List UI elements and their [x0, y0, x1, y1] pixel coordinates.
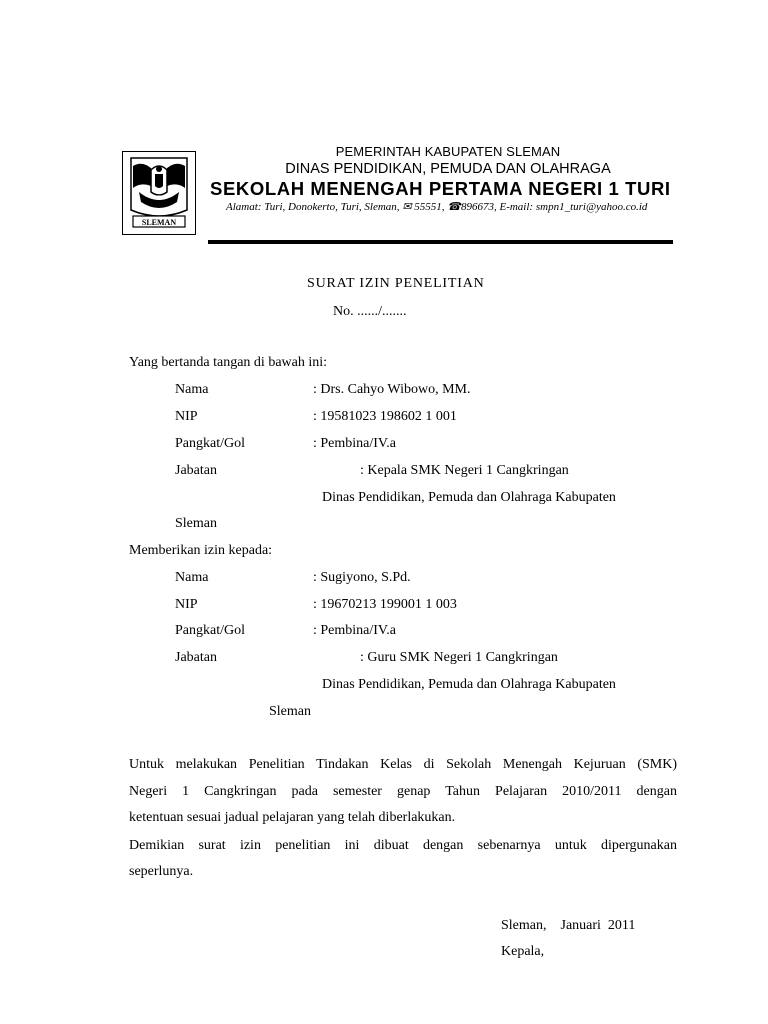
grantee-name-value: : Sugiyono, S.Pd. — [313, 570, 411, 585]
postal-code: 55551, — [414, 201, 445, 213]
body-paragraph-2-line-2: seperlunya. — [129, 864, 194, 879]
grantor-nip-value: : 19581023 198602 1 001 — [313, 409, 457, 424]
grantor-name-label: Nama — [175, 382, 209, 397]
body-paragraph-1-line-1: Untuk melakukan Penelitian Tindakan Kelas di Sekolah Menengah Kejuruan (SMK) — [129, 757, 677, 772]
grantee-position-label: Jabatan — [175, 650, 217, 665]
address-label: Alamat: Turi, Donokerto, Turi, Sleman, — [226, 201, 400, 213]
header-school-name: SEKOLAH MENENGAH PERTAMA NEGERI 1 TURI — [210, 178, 671, 199]
grantee-position-value: : Guru SMK Negeri 1 Cangkringan — [360, 650, 558, 665]
grantor-position-label: Jabatan — [175, 463, 217, 478]
header-government: PEMERINTAH KABUPATEN SLEMAN — [335, 144, 561, 159]
signature-place-date: Sleman, Januari 2011 — [501, 918, 636, 933]
grantor-position-cont: Dinas Pendidikan, Pemuda dan Olahraga Kabupaten — [322, 490, 616, 505]
grantor-position-value: : Kepala SMK Negeri 1 Cangkringan — [360, 463, 569, 478]
letter-title: SURAT IZIN PENELITIAN — [307, 276, 485, 291]
email-label: E-mail: — [499, 201, 534, 213]
email-address: smpn1_turi@yahoo.co.id — [535, 201, 648, 213]
header-address — [226, 200, 647, 213]
header-department: DINAS PENDIDIKAN, PEMUDA DAN OLAHRAGA — [285, 161, 611, 177]
telephone-icon: ☎ — [447, 201, 461, 213]
grantee-intro: Memberikan izin kepada: — [129, 543, 273, 558]
header-divider — [208, 240, 673, 244]
grantee-name-label: Nama — [175, 570, 209, 585]
grantee-nip-value: : 19670213 199001 1 003 — [313, 597, 457, 612]
grantee-position-cont: Dinas Pendidikan, Pemuda dan Olahraga Kabupaten — [322, 677, 616, 692]
body-paragraph-2-line-1: Demikian surat izin penelitian ini dibuat dengan sebenarnya untuk dipergunakan — [129, 838, 677, 853]
phone-number: 896673, — [460, 201, 497, 213]
grantor-nip-label: NIP — [175, 409, 198, 424]
envelope-icon: ✉ — [402, 201, 412, 213]
grantor-position-cont2: Sleman — [175, 516, 217, 531]
letter-number: No. ....../....... — [333, 304, 407, 319]
grantee-nip-label: NIP — [175, 597, 198, 612]
body-paragraph-1-line-3: ketentuan sesuai jadual pelajaran yang telah diberlakukan. — [129, 810, 456, 825]
grantee-rank-value: : Pembina/IV.a — [313, 623, 396, 638]
grantor-rank-value: : Pembina/IV.a — [313, 436, 396, 451]
grantor-name-value: : Drs. Cahyo Wibowo, MM. — [313, 382, 471, 397]
grantee-rank-label: Pangkat/Gol — [175, 623, 245, 638]
signature-role: Kepala, — [501, 944, 545, 959]
grantor-intro: Yang bertanda tangan di bawah ini: — [129, 355, 328, 370]
logo-banner-text: SLEMAN — [141, 218, 177, 227]
body-paragraph-1-line-2: Negeri 1 Cangkringan pada semester genap Tahun Pelajaran 2010/2011 dengan — [129, 784, 677, 799]
grantee-position-cont2: Sleman — [269, 704, 311, 719]
grantor-rank-label: Pangkat/Gol — [175, 436, 245, 451]
